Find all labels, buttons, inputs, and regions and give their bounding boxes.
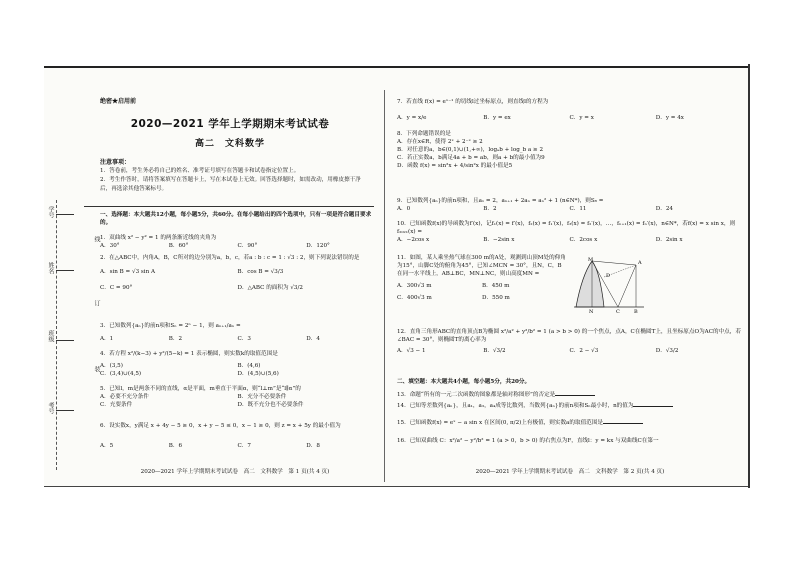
figure-label: C	[616, 309, 620, 313]
section2-heading: 二、填空题：本大题共4小题，每小题5分，共20分。	[397, 379, 531, 385]
question-13	[397, 390, 742, 399]
question-2	[100, 254, 375, 292]
option: B．y = ex	[483, 115, 511, 122]
figure-label: M	[588, 257, 594, 263]
question-stem: 10．已知函数f(x)的导函数为f′(x)，记f₁(x) = f′(x)，f₂(x) = f₁′(x)，f₃(x) = f₂′(x)，…，fₙ₊₁(x) = fₙ′(x)，n∈N*，若f(x) = x sin x，则f₂₀₂₁(x) =	[397, 221, 736, 236]
question-options	[100, 362, 375, 370]
question-10	[397, 220, 742, 244]
option: D．既不充分也不必要条件	[237, 402, 304, 409]
sight-line-top	[592, 261, 636, 265]
option: A．(3,5)	[100, 363, 123, 370]
question-5	[100, 385, 375, 409]
question-stem: 2．在△ABC中，内角A，B，C所对的边分别为a，b，c，若a : b : c = 1 : √3 : 2，则下列说法错误的是	[100, 255, 360, 261]
question-options	[397, 114, 742, 122]
answer-blank	[555, 390, 595, 396]
side-tick	[56, 410, 74, 411]
option: B．cos B = √3/3	[237, 269, 284, 276]
option: D．√3/2	[655, 348, 679, 355]
question-8	[397, 130, 742, 171]
option: C．3	[237, 336, 251, 343]
binding-line	[56, 200, 57, 470]
question-1	[100, 234, 375, 250]
notice-heading: 注意事项：	[100, 159, 131, 166]
option: A．−2cos x	[397, 237, 430, 244]
notice-block	[100, 167, 370, 194]
option: C．y = x	[569, 115, 594, 122]
side-tick	[56, 270, 74, 271]
option: C．7	[237, 443, 251, 450]
question-options	[100, 401, 375, 409]
side-label-student-id: 学号	[47, 206, 54, 218]
side-label-bind: 装	[93, 366, 100, 372]
mountain-balloon-figure	[574, 255, 644, 313]
option: D．(4,5)∪(5,6)	[237, 371, 279, 378]
question-stem: 14．已知等差数列{aₙ}，且a₁，a₃，a₄成等比数列，当数列{aₙ}的前n项和Sₙ最小时，n的值为	[397, 403, 634, 410]
question-options	[397, 205, 742, 213]
secret-mark: 绝密★启用前	[100, 98, 137, 105]
option: A．y = x/e	[397, 115, 427, 122]
section2	[397, 378, 742, 446]
option: A．√3 − 1	[397, 348, 426, 355]
figure-label: B	[634, 309, 638, 313]
section-rule	[84, 206, 374, 207]
side-tick	[56, 214, 74, 215]
question-stem: 4．若方程 x²/(k−3) + y²/(5−k) = 1 表示椭圆，则实数k的取值范围是	[100, 351, 278, 357]
option: D．2sin x	[655, 237, 683, 244]
question-options	[100, 242, 375, 250]
option: B．−2sin x	[483, 237, 515, 244]
side-label-exam-no: 考号	[47, 402, 54, 414]
question-options	[397, 347, 742, 355]
option: C．若正实数a，b满足4a + b = ab，则a + b的最小值为9	[397, 155, 545, 162]
question-stem: 3．已知数列{aₙ}的前n项和Sₙ = 2ⁿ − 1，则 aₙ₊₁/aₙ =	[100, 323, 241, 329]
question-11	[397, 254, 567, 303]
question-15	[397, 418, 742, 427]
figure-label: D	[606, 273, 611, 279]
option: A．必要不充分条件	[100, 394, 149, 401]
option: B．2	[483, 206, 497, 213]
option: C．2cos x	[569, 237, 598, 244]
option: B．2	[168, 336, 183, 343]
answer-blank	[603, 418, 643, 424]
question-options	[397, 294, 567, 302]
option: D．550 m	[482, 295, 510, 302]
question-6	[100, 422, 375, 450]
footer-right: 2020—2021 学年上学期期末考试试卷 高二 文科数学 第 2 页(共 4 页)	[475, 469, 665, 475]
option: C．90°	[237, 243, 258, 250]
question-stem: 12．直角三角形ABC的直角顶点B为椭圆 x²/a² + y²/b² = 1 (a > b > 0) 的一个焦点，点A，C在椭圆T上，且坐标原点O为AC的中点，若∠BAC = 30°，则椭圆T的离心率为	[397, 329, 741, 344]
question-options	[100, 335, 375, 343]
option: A．5	[100, 443, 114, 450]
side-tick	[56, 340, 74, 341]
option: D．y = 4x	[655, 115, 684, 122]
option: C．C = 90°	[100, 285, 133, 292]
question-7	[397, 98, 742, 122]
question-options	[397, 236, 742, 244]
page-divider	[384, 90, 385, 482]
section1-heading-text: 一、选择题：本大题共12小题，每小题5分，共60分。在每小题给出的四个选项中，只有一项是符合题目要求的。	[100, 212, 372, 227]
option: D．函数 f(x) = sin²x + 4/sin²x 的最小值是5	[397, 163, 513, 170]
option: A．1	[100, 336, 114, 343]
side-label-class: 班级	[47, 330, 54, 342]
question-options	[100, 442, 375, 450]
sheet-edge	[748, 64, 750, 488]
option: D．4	[306, 336, 320, 343]
notice-item: 1．答卷前，考生务必将自己的姓名、准考证号填写在答题卡和试卷指定位置上。	[100, 168, 300, 174]
question-3	[100, 322, 375, 343]
option: D．△ABC 的面积为 √3/2	[237, 285, 303, 292]
option: B．充分不必要条件	[237, 394, 287, 401]
sight-line-foot	[618, 265, 636, 307]
option: A．0	[397, 206, 411, 213]
notice-item: 2．考生作答时，请将答案填写在答题卡上，写在本试卷上无效。回答选择题时，如需改动，用橡皮擦干净后，再选涂其他答案标号。	[100, 176, 361, 192]
option: C．充要条件	[100, 402, 133, 409]
option: A．存在x∈R，使得 2ˣ + 2⁻ˣ ≥ 2	[397, 139, 483, 146]
question-4	[100, 350, 375, 378]
exam-subtitle: 高二 文科数学	[194, 139, 265, 149]
option: D．120°	[306, 243, 330, 250]
option: B．(4,6)	[237, 363, 261, 370]
question-9	[397, 197, 742, 213]
exam-title: 2020—2021 学年上学期期末考试试卷	[130, 118, 330, 130]
question-stem: 11．如图，某人乘坐热气球在300 m的A处，观测到山顶M处的仰角为15°，山脚C处的俯角为45°，已知∠MCN = 30°，且N，C，B在同一水平线上，AB⊥BC，MN⊥NC，则山高度MN =	[397, 255, 566, 278]
option: A．30°	[100, 243, 120, 250]
question-stem: 6．设实数x，y满足 x + 4y − 5 ≥ 0，x + y − 5 ≤ 0，x − 1 ≥ 0，则 z = x + 5y 的最小值为	[100, 423, 341, 429]
option: B．450 m	[482, 283, 510, 290]
answer-blank	[633, 401, 673, 407]
option: B．对任意的a，b∈(0,1)∪(1,+∞)，logₐb + log_b a ≥ 2	[397, 147, 544, 154]
side-label-order: 订	[93, 300, 100, 306]
option: B．6	[168, 443, 183, 450]
option: A．300√3 m	[397, 283, 432, 290]
question-stem: 16．已知双曲线 C：x²/a² − y²/b² = 1 (a > 0，b > 0) 的右焦点为F，直线l：y = kx 与双曲线C在第一	[397, 438, 659, 445]
option: D．24	[655, 206, 673, 213]
question-12	[397, 328, 742, 355]
question-stem: 5．已知l，m是两条不同的直线，α是平面，m垂直于平面α，则“l⊥m”是“l∥α”的	[100, 386, 301, 392]
question-stem: 8．下列命题错误的是	[397, 131, 451, 137]
question-stem: 1．双曲线 x² − y² = 1 的两条渐近线的夹角为	[100, 235, 217, 241]
question-options	[100, 284, 375, 292]
option: B．60°	[168, 243, 189, 250]
section1-heading	[100, 211, 375, 227]
option: B．√3/2	[483, 348, 506, 355]
option: A．sin B = √3 sin A	[100, 269, 156, 276]
question-stem: 7．若直线 f(x) = eˣ⁻¹ 的切线l过坐标原点，则直线l的方程为	[397, 99, 549, 105]
question-options	[100, 268, 375, 276]
footer-left: 2020—2021 学年上学期期末考试试卷 高二 文科数学 第 1 页(共 4 页)	[140, 469, 330, 475]
option: C．400√3 m	[397, 295, 432, 302]
option: C．(3,4)∪(4,5)	[100, 371, 142, 378]
question-stem: 13．命题“所有的一元二次函数的图象都是轴对称图形”的否定是	[397, 392, 556, 399]
figure-label: N	[589, 309, 594, 313]
question-options	[397, 282, 567, 290]
question-stem: 15．已知函数f(x) = eˣ − a sin x 在区间(0, π/2)上有极值，则实数a的取值范围是	[397, 420, 603, 427]
option: D．8	[306, 443, 320, 450]
question-14	[397, 401, 742, 410]
side-label-name: 姓名	[47, 262, 54, 274]
question-options	[100, 370, 375, 378]
mountain-shape	[576, 261, 604, 307]
question-16	[397, 437, 742, 445]
option: C．11	[569, 206, 587, 213]
figure-label: A	[638, 260, 642, 266]
side-label-line: 线	[93, 236, 100, 242]
question-options	[100, 393, 375, 401]
option: C．2 − √3	[569, 348, 599, 355]
question-stem: 9．已知数列{aₙ}的前n项和，且a₁ = 2，aₙ₊₁ + 2aₙ = aₙ² + 1 (n∈N*)，则S₈ =	[397, 198, 604, 204]
